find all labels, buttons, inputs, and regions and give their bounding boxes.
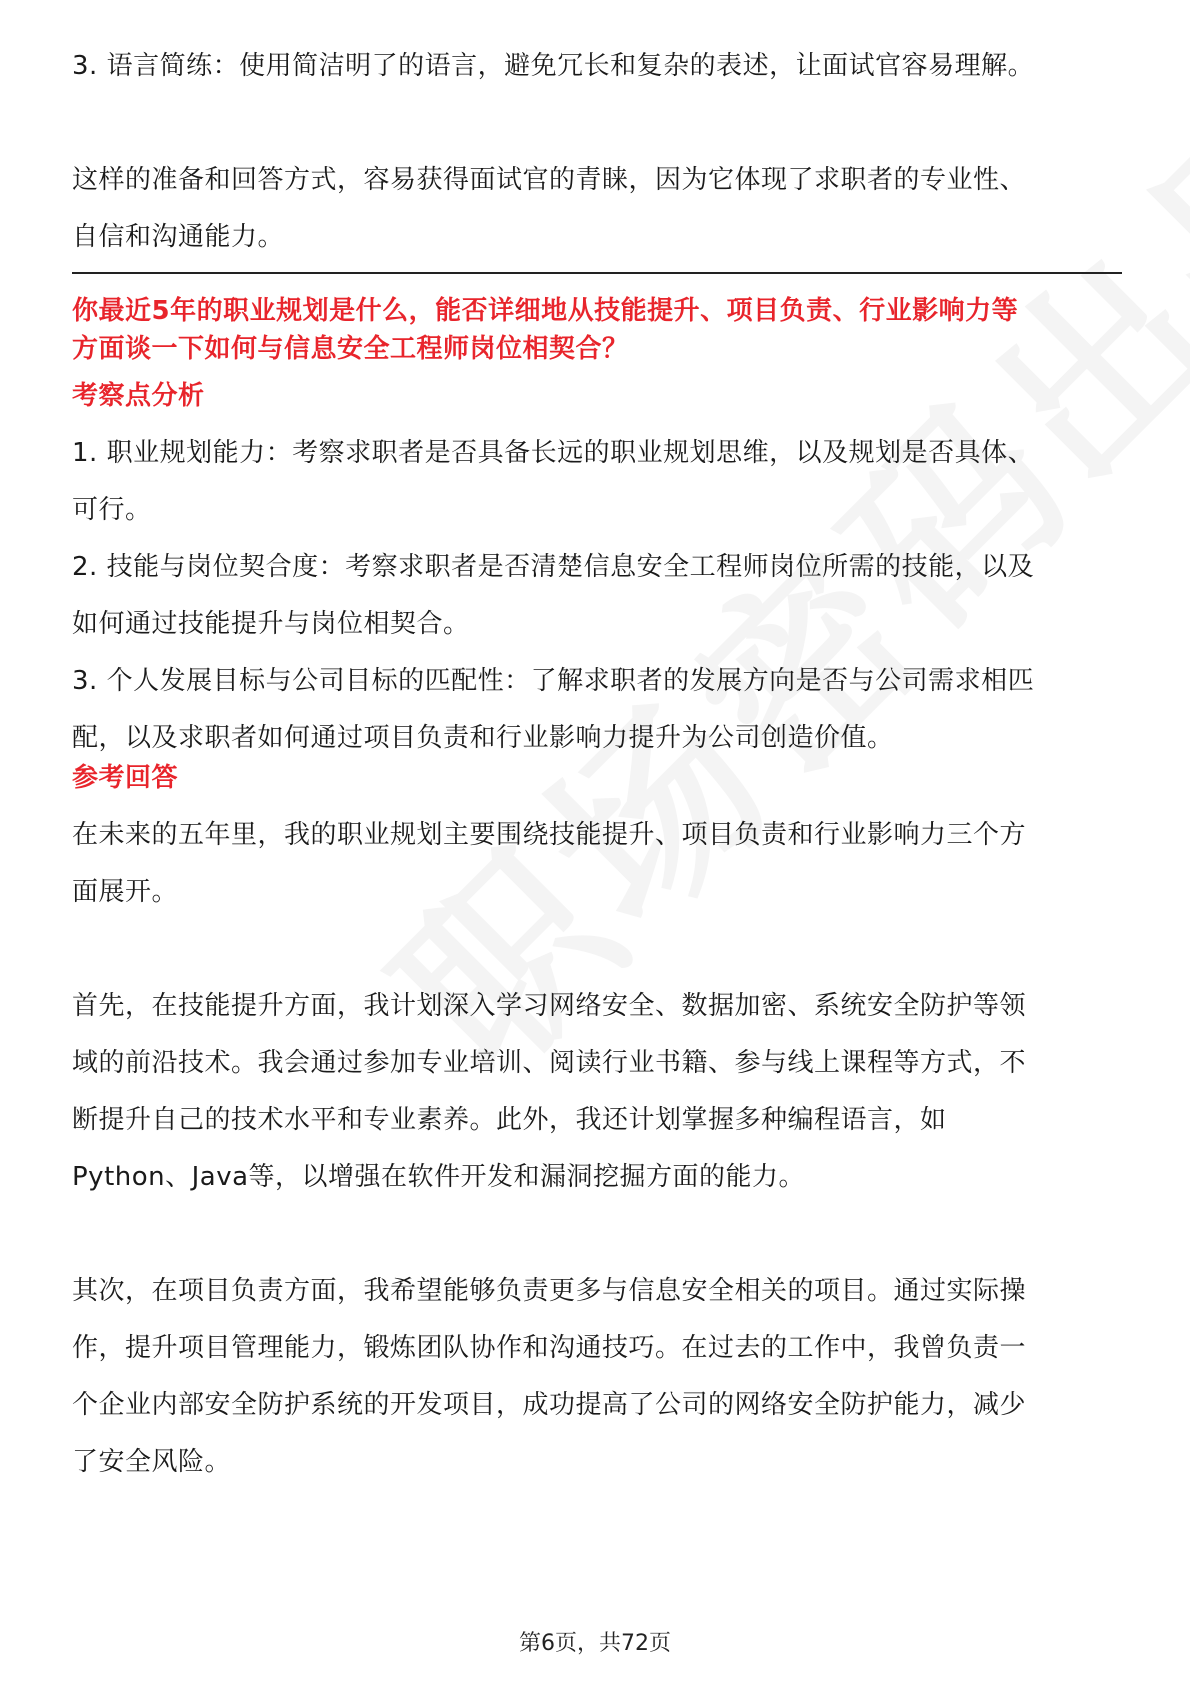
question-line: 方面谈一下如何与信息安全工程师岗位相契合？ — [72, 334, 629, 364]
section-divider — [72, 272, 1122, 274]
answer-paragraph-line: Python、Java等，以增强在软件开发和漏洞挖掘方面的能力。 — [72, 1162, 806, 1192]
spacer — [72, 1206, 1122, 1263]
spacer — [72, 95, 1122, 152]
answer-paragraph-line: 首先，在技能提升方面，我计划深入学习网络安全、数据加密、系统安全防护等领 — [72, 991, 1027, 1021]
answer-paragraph-line: 其次，在项目负责方面，我希望能够负责更多与信息安全相关的项目。通过实际操 — [72, 1276, 1027, 1306]
answer-paragraph-line: 在未来的五年里，我的职业规划主要围绕技能提升、项目负责和行业影响力三个方 — [72, 820, 1027, 850]
question-block — [72, 292, 1122, 368]
analysis-item: 配，以及求职者如何通过项目负责和行业影响力提升为公司创造价值。 — [72, 723, 894, 753]
analysis-item: 可行。 — [72, 495, 152, 525]
answer-paragraph-line: 个企业内部安全防护系统的开发项目，成功提高了公司的网络安全防护能力，减少 — [72, 1390, 1027, 1420]
analysis-section — [72, 368, 1122, 767]
document-page — [72, 0, 1122, 1684]
answer-paragraph-line: 了安全风险。 — [72, 1447, 232, 1477]
answer-paragraph-line: 面展开。 — [72, 877, 179, 907]
answer-section — [72, 750, 1122, 1491]
question-line: 你最近5年的职业规划是什么，能否详细地从技能提升、项目负责、行业影响力等 — [72, 296, 1019, 326]
analysis-item: 1. 职业规划能力：考察求职者是否具备长远的职业规划思维，以及规划是否具体、 — [72, 438, 1035, 468]
answer-paragraph-line: 作，提升项目管理能力，锻炼团队协作和沟通技巧。在过去的工作中，我曾负责一 — [72, 1333, 1027, 1363]
summary-line: 自信和沟通能力。 — [72, 222, 285, 252]
top-section — [72, 38, 1122, 266]
spacer — [72, 921, 1122, 978]
answer-title: 参考回答 — [72, 763, 179, 793]
list-item-3: 3. 语言简练：使用简洁明了的语言，避免冗长和复杂的表述，让面试官容易理解。 — [72, 51, 1035, 81]
answer-paragraph-line: 断提升自己的技术水平和专业素养。此外，我还计划掌握多种编程语言，如 — [72, 1105, 947, 1135]
summary-line: 这样的准备和回答方式，容易获得面试官的青睐，因为它体现了求职者的专业性、 — [72, 165, 1027, 195]
answer-paragraph-line: 域的前沿技术。我会通过参加专业培训、阅读行业书籍、参与线上课程等方式，不 — [72, 1048, 1027, 1078]
page-footer: 第6页，共72页 — [519, 1631, 671, 1656]
analysis-title: 考察点分析 — [72, 381, 205, 411]
analysis-item: 2. 技能与岗位契合度：考察求职者是否清楚信息安全工程师岗位所需的技能，以及 — [72, 552, 1035, 582]
analysis-item: 如何通过技能提升与岗位相契合。 — [72, 609, 470, 639]
analysis-item: 3. 个人发展目标与公司目标的匹配性：了解求职者的发展方向是否与公司需求相匹 — [72, 666, 1035, 696]
